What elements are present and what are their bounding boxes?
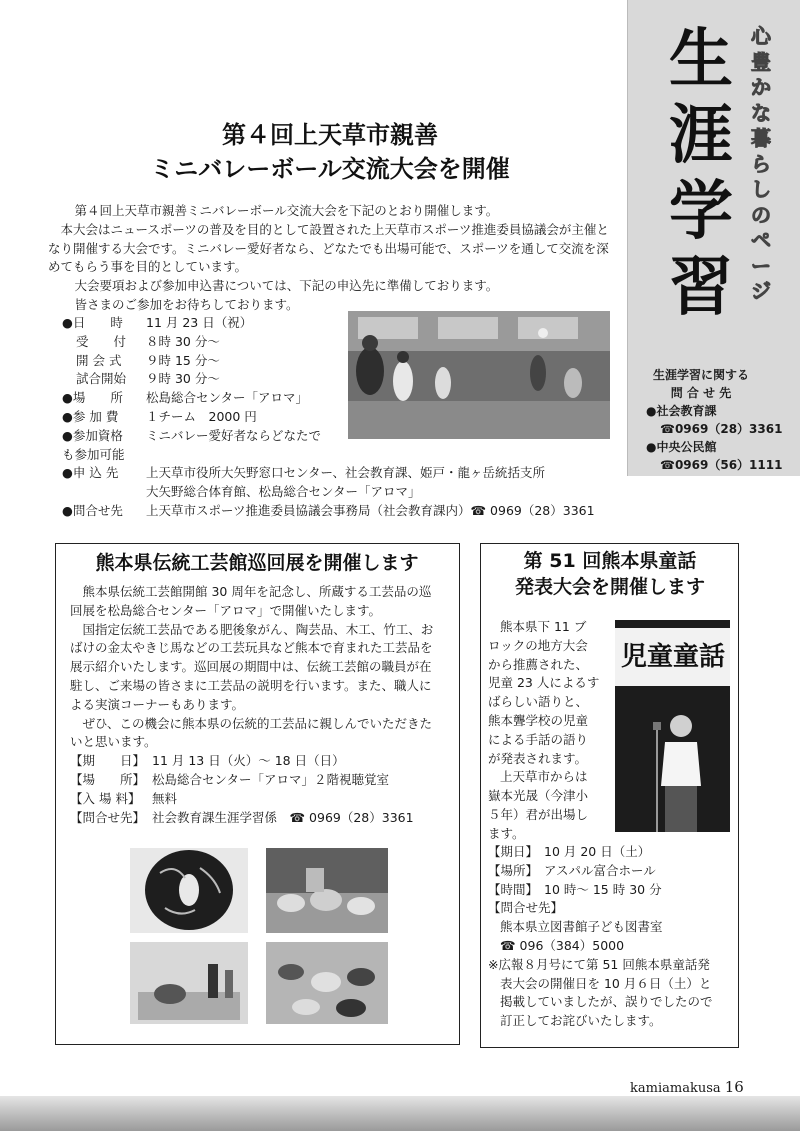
volleyball-body	[48, 202, 617, 315]
contact-heading: 生涯学習に関する	[652, 368, 749, 382]
paragraph: 国指定伝統工芸品である肥後象がん、陶芸品、木工、竹工、おばけの金太やきじ馬などの工芸玩具など熊本で育まれた工芸品を展示紹介いたします。巡回展の期間中は、伝統工芸館の職員が在駐し、ご来場の皆さまに工芸品の説明を行います。また、職人による実演コーナーもあります。	[70, 621, 434, 712]
subtitle-char: ら	[751, 151, 771, 176]
subtitle-char: の	[751, 202, 771, 227]
correction-note: 表大会の開催日を 10 月６日（土）と	[500, 975, 712, 991]
subtitle-char: 心	[751, 24, 771, 48]
detail-label: ●参加資格	[62, 427, 123, 443]
title-line: 第４回上天草市親善	[222, 121, 438, 149]
detail-value: 上天草市スポーツ推進委員協議会事務局（社会教育課内）☎ 0969（28）3361	[146, 502, 595, 518]
subtitle-char: か	[751, 75, 771, 99]
detail-value: 松島総合センター「アロマ」	[146, 390, 309, 406]
correction-note: ※広報８月号にて第 51 回熊本県童話発	[488, 956, 710, 972]
tsuba-image	[130, 848, 248, 933]
body-line: から推薦された、	[488, 656, 589, 672]
detail-value: 熊本県立図書館子ども図書室	[500, 919, 663, 935]
detail-label: 【場 所】	[70, 771, 146, 787]
detail-label: 【時間】	[488, 881, 539, 897]
storytelling-body	[488, 618, 613, 844]
page-footer	[630, 1078, 744, 1096]
storytelling-title	[486, 548, 734, 600]
detail-value: １チーム 2000 円	[146, 408, 257, 424]
body-line: ばらしい語りと、	[488, 694, 589, 710]
subtitle-char: ペ	[751, 228, 771, 252]
detail-value: 社会教育課生涯学習係 ☎ 0969（28）3361	[152, 809, 414, 825]
detail-label: ●日 時	[62, 315, 123, 330]
contact-tel: ☎0969（28）3361	[660, 422, 783, 436]
ceramics-image	[266, 942, 388, 1024]
crafts-title: 熊本県伝統工芸館巡回展を開催します	[95, 552, 419, 574]
body-line: 児童 23 人によるす	[488, 675, 600, 691]
detail-value: ９時 15 分～	[146, 352, 220, 368]
craft-photo-toys	[130, 942, 248, 1024]
gym-scene-image	[348, 311, 610, 439]
detail-value: 10 月 20 日（土）	[544, 844, 651, 859]
detail-value: ☎ 096（384）5000	[500, 937, 625, 953]
section-title	[663, 22, 739, 326]
detail-label: 【問合せ先】	[488, 900, 564, 916]
contact-tel: ☎0969（56）1111	[660, 458, 783, 472]
paragraph: 熊本県伝統工芸館開館 30 周年を記念し、所蔵する工芸品の巡回展を松島総合センター「アロマ」で開催いたします。	[70, 584, 432, 618]
body-line: ます。	[488, 825, 525, 841]
paragraph: 皆さまのご参加をお待ちしております。	[74, 296, 299, 312]
detail-value: 上天草市役所大矢野窓口センター、社会教育課、姫戸・龍ヶ岳統括支所	[146, 465, 546, 480]
detail-label: 【入 場 料】	[70, 790, 141, 806]
body-line: による手話の語り	[488, 731, 589, 747]
subtitle-char: な	[751, 100, 771, 125]
correction-note: 訂正してお詫びいたします。	[500, 1013, 662, 1029]
child-speaker-image	[615, 686, 730, 832]
section-subtitle	[748, 24, 774, 305]
title-char: 生	[669, 23, 733, 97]
footer-site: kamiamakusa	[630, 1081, 721, 1096]
detail-value: も参加可能	[62, 446, 125, 462]
paragraph: 本大会はニュースポーツの普及を目的として設置された上天草市スポーツ推進委員協議会が主催となり開催する大会です。ミニバレー愛好者なら、どなたでも出場可能で、スポーツを通して交流を深めてもらう事を目的としています。	[48, 221, 609, 275]
detail-label: 【期日】	[488, 844, 539, 859]
detail-value: 松島総合センター「アロマ」２階視聴覚室	[152, 771, 390, 787]
detail-value: 大矢野総合体育館、松島総合センター「アロマ」	[146, 483, 421, 499]
detail-label: 開 会 式	[76, 352, 122, 368]
volleyball-apply	[62, 464, 622, 520]
spacer	[62, 483, 146, 502]
contact-name: ●社会教育課	[646, 404, 717, 418]
body-line: が発表されます。	[488, 750, 588, 766]
subtitle-char: ー	[751, 253, 771, 278]
body-line: 熊本県下 11 ブ	[500, 619, 587, 634]
pottery-image	[266, 848, 388, 933]
page-number: 16	[724, 1078, 744, 1096]
footer-bar	[0, 1096, 800, 1131]
detail-label: 試合開始	[76, 371, 127, 387]
detail-label: ●場 所	[62, 390, 123, 406]
detail-label: 【期 日】	[70, 753, 146, 769]
storytelling-details	[488, 843, 733, 1031]
detail-value: ミニバレー愛好者ならどなたで	[146, 427, 322, 443]
contact-name: ●中央公民館	[646, 440, 717, 454]
volleyball-photo	[348, 311, 610, 439]
title-line: 第 51 回熊本県童話	[523, 550, 697, 572]
correction-note: 掲載していましたが、誤りでしたので	[500, 994, 713, 1010]
detail-label: ●参 加 費	[62, 408, 119, 424]
detail-value: 11 月 23 日（祝）	[146, 315, 253, 330]
contact-heading: 問 合 せ 先	[670, 386, 732, 400]
detail-label: 【問合せ先】	[70, 809, 146, 825]
detail-label: ●申 込 先	[62, 465, 119, 480]
storytelling-photo	[615, 620, 730, 832]
subtitle-char: し	[751, 177, 771, 201]
craft-photo-ceramics	[266, 942, 388, 1024]
detail-label: ●問合せ先	[62, 502, 123, 518]
detail-value: ８時 30 分～	[146, 333, 220, 349]
title-line: 発表大会を開催します	[514, 576, 705, 598]
body-line: 嶽本光晟（今津小	[488, 788, 589, 804]
detail-value: 11 月 13 日（火）～ 18 日（日）	[152, 753, 345, 769]
volleyball-details	[62, 314, 352, 464]
detail-label: 受 付	[76, 333, 127, 349]
title-char: 習	[669, 251, 733, 325]
body-line: 上天草市からは	[500, 769, 588, 785]
detail-value: ９時 30 分～	[146, 371, 220, 387]
title-char: 学	[669, 175, 733, 249]
contact-info	[646, 366, 796, 474]
paragraph: ぜひ、この機会に熊本県の伝統的工芸品に親しんでいただきたいと思います。	[70, 715, 433, 750]
stage-sign: 児童童話	[615, 628, 730, 686]
paragraph: 大会要項および参加申込書については、下記の申込先に準備しております。	[74, 278, 499, 294]
body-line: 熊本聾学校の児童	[488, 712, 589, 728]
craft-photo-pottery	[266, 848, 388, 933]
subtitle-char: ジ	[751, 279, 771, 303]
crafts-body	[70, 583, 442, 827]
subtitle-char: 暮	[751, 126, 771, 150]
title-line: ミニバレーボール交流大会を開催	[150, 155, 510, 183]
detail-value: アスパル富合ホール	[544, 862, 656, 878]
detail-value: 10 時～ 15 時 30 分	[544, 881, 662, 897]
volleyball-title	[100, 118, 560, 186]
paragraph: 第４回上天草市親善ミニバレーボール交流大会を下記のとおり開催します。	[74, 203, 499, 218]
detail-value: 無料	[152, 790, 178, 806]
detail-label: 【場所】	[488, 862, 539, 878]
body-line: ５年）君が出場し	[488, 806, 589, 822]
body-line: ロックの地方大会	[488, 637, 588, 653]
craft-photo-tsuba	[130, 848, 248, 933]
title-char: 涯	[669, 99, 733, 173]
subtitle-char: 豊	[751, 49, 771, 74]
toys-image	[130, 942, 248, 1024]
